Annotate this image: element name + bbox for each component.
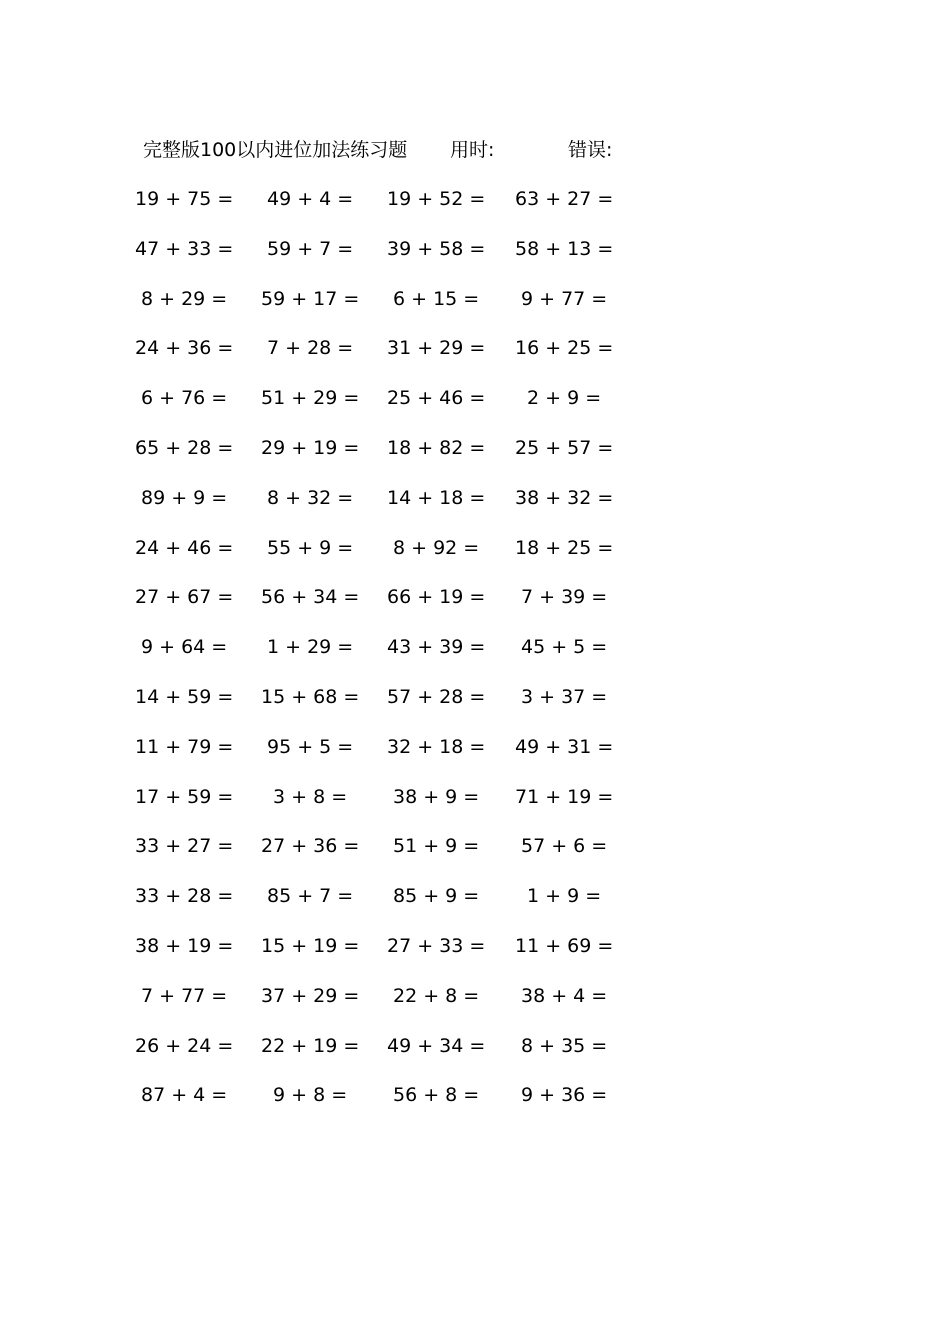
error-count-label: 错误: xyxy=(568,139,613,161)
problem-item: 9 + 36 = xyxy=(521,1084,608,1106)
problem-item: 9 + 77 = xyxy=(521,288,608,310)
problem-item: 26 + 24 = xyxy=(135,1035,234,1057)
problem-item: 3 + 8 = xyxy=(273,786,348,808)
problem-item: 1 + 9 = xyxy=(527,885,602,907)
problem-item: 7 + 39 = xyxy=(521,586,608,608)
problem-item: 45 + 5 = xyxy=(521,636,608,658)
problem-item: 59 + 17 = xyxy=(261,288,360,310)
problem-item: 15 + 68 = xyxy=(261,686,360,708)
problem-item: 95 + 5 = xyxy=(267,736,354,758)
problem-item: 9 + 8 = xyxy=(273,1084,348,1106)
problem-item: 66 + 19 = xyxy=(387,586,486,608)
problem-item: 38 + 9 = xyxy=(393,786,480,808)
problem-item: 38 + 4 = xyxy=(521,985,608,1007)
problem-item: 49 + 34 = xyxy=(387,1035,486,1057)
problem-item: 51 + 29 = xyxy=(261,387,360,409)
problem-item: 11 + 79 = xyxy=(135,736,234,758)
problem-item: 38 + 19 = xyxy=(135,935,234,957)
problem-item: 55 + 9 = xyxy=(267,537,354,559)
problem-item: 24 + 46 = xyxy=(135,537,234,559)
problem-item: 18 + 82 = xyxy=(387,437,486,459)
problem-item: 24 + 36 = xyxy=(135,337,234,359)
problem-item: 29 + 19 = xyxy=(261,437,360,459)
problem-item: 8 + 35 = xyxy=(521,1035,608,1057)
problem-item: 31 + 29 = xyxy=(387,337,486,359)
problem-item: 87 + 4 = xyxy=(141,1084,228,1106)
problem-item: 38 + 32 = xyxy=(515,487,614,509)
problem-item: 6 + 76 = xyxy=(141,387,228,409)
problem-item: 56 + 34 = xyxy=(261,586,360,608)
problem-item: 27 + 67 = xyxy=(135,586,234,608)
problem-item: 33 + 28 = xyxy=(135,885,234,907)
problem-item: 8 + 32 = xyxy=(267,487,354,509)
problem-item: 7 + 77 = xyxy=(141,985,228,1007)
problem-item: 63 + 27 = xyxy=(515,188,614,210)
problem-item: 56 + 8 = xyxy=(393,1084,480,1106)
problem-item: 14 + 18 = xyxy=(387,487,486,509)
problem-item: 33 + 27 = xyxy=(135,835,234,857)
problem-item: 43 + 39 = xyxy=(387,636,486,658)
problem-item: 8 + 29 = xyxy=(141,288,228,310)
problem-item: 7 + 28 = xyxy=(267,337,354,359)
problem-item: 85 + 7 = xyxy=(267,885,354,907)
problem-item: 3 + 37 = xyxy=(521,686,608,708)
problem-item: 57 + 6 = xyxy=(521,835,608,857)
problem-item: 11 + 69 = xyxy=(515,935,614,957)
problem-item: 1 + 29 = xyxy=(267,636,354,658)
problem-item: 37 + 29 = xyxy=(261,985,360,1007)
problem-item: 2 + 9 = xyxy=(527,387,602,409)
problem-item: 19 + 75 = xyxy=(135,188,234,210)
problem-item: 9 + 64 = xyxy=(141,636,228,658)
problem-item: 71 + 19 = xyxy=(515,786,614,808)
problem-item: 58 + 13 = xyxy=(515,238,614,260)
problem-item: 22 + 19 = xyxy=(261,1035,360,1057)
problem-item: 14 + 59 = xyxy=(135,686,234,708)
problem-item: 15 + 19 = xyxy=(261,935,360,957)
problem-item: 22 + 8 = xyxy=(393,985,480,1007)
problem-item: 49 + 4 = xyxy=(267,188,354,210)
problem-item: 16 + 25 = xyxy=(515,337,614,359)
problem-item: 59 + 7 = xyxy=(267,238,354,260)
problem-item: 89 + 9 = xyxy=(141,487,228,509)
problem-item: 6 + 15 = xyxy=(393,288,480,310)
problem-item: 57 + 28 = xyxy=(387,686,486,708)
problem-item: 32 + 18 = xyxy=(387,736,486,758)
problem-item: 25 + 46 = xyxy=(387,387,486,409)
problem-item: 49 + 31 = xyxy=(515,736,614,758)
problem-item: 65 + 28 = xyxy=(135,437,234,459)
problem-item: 85 + 9 = xyxy=(393,885,480,907)
problem-item: 27 + 36 = xyxy=(261,835,360,857)
problem-item: 27 + 33 = xyxy=(387,935,486,957)
problem-item: 8 + 92 = xyxy=(393,537,480,559)
problem-item: 19 + 52 = xyxy=(387,188,486,210)
time-used-label: 用时: xyxy=(450,139,495,161)
problem-item: 39 + 58 = xyxy=(387,238,486,260)
problem-item: 17 + 59 = xyxy=(135,786,234,808)
problem-item: 25 + 57 = xyxy=(515,437,614,459)
problem-item: 47 + 33 = xyxy=(135,238,234,260)
worksheet-title: 完整版100以内进位加法练习题 xyxy=(143,139,408,161)
problem-item: 51 + 9 = xyxy=(393,835,480,857)
problem-item: 18 + 25 = xyxy=(515,537,614,559)
